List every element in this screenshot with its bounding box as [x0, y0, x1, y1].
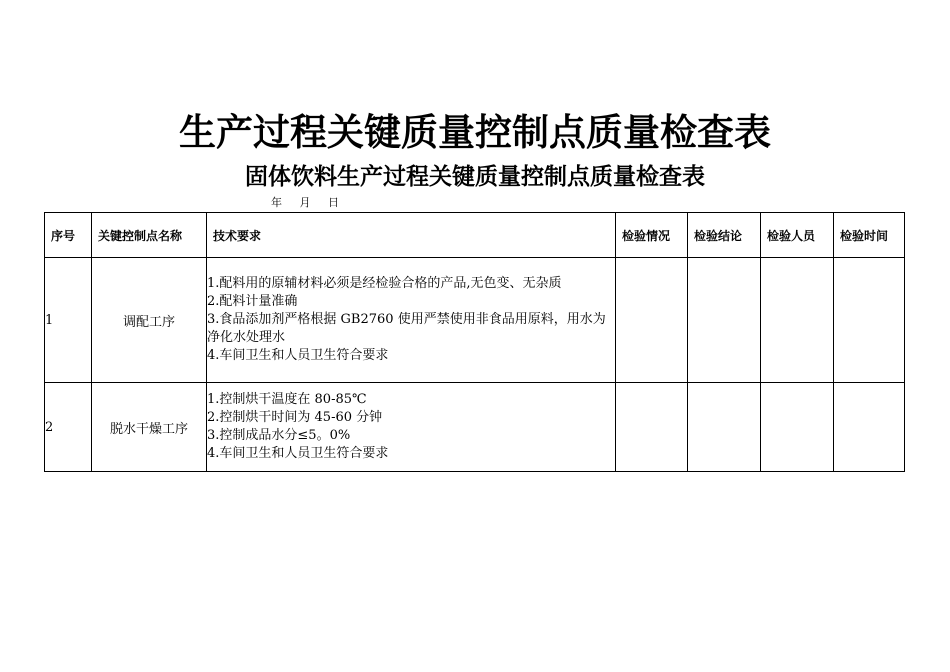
row-inspector-cell[interactable]	[761, 383, 834, 472]
row-inspection-conclusion-cell[interactable]	[688, 258, 761, 383]
row-no: 1	[45, 258, 92, 383]
header-inspection-conclusion: 检验结论	[688, 213, 761, 258]
requirement-line: 2.配料计量准确	[207, 294, 298, 309]
row-inspection-time-cell[interactable]	[834, 258, 905, 383]
row-inspection-status-cell[interactable]	[616, 383, 688, 472]
table-header-row	[45, 213, 905, 258]
row-inspection-conclusion-cell[interactable]	[688, 383, 761, 472]
header-no: 序号	[45, 213, 92, 258]
table-row	[45, 383, 905, 472]
header-technical-requirements: 技术要求	[207, 213, 616, 258]
row-no: 2	[45, 383, 92, 472]
requirement-line: 3.食品添加剂严格根据 GB2760 使用严禁使用非食品用原料，用水为净化水处理水	[207, 312, 606, 345]
requirement-line: 4.车间卫生和人员卫生符合要求	[207, 446, 389, 461]
requirement-line: 1.控制烘干温度在 80-85℃	[207, 392, 367, 407]
date-year-label: 年	[271, 196, 282, 209]
header-inspection-time: 检验时间	[834, 213, 905, 258]
requirement-line: 2.控制烘干时间为 45-60 分钟	[207, 410, 383, 425]
table-row	[45, 258, 905, 383]
date-line	[271, 195, 339, 211]
row-technical-requirements	[207, 383, 616, 472]
row-technical-requirements	[207, 258, 616, 383]
header-inspection-status: 检验情况	[616, 213, 688, 258]
row-inspector-cell[interactable]	[761, 258, 834, 383]
date-month-label: 月	[299, 196, 311, 209]
row-control-point-name: 脱水干燥工序	[92, 383, 207, 472]
requirement-line: 4.车间卫生和人员卫生符合要求	[207, 348, 389, 363]
row-inspection-time-cell[interactable]	[834, 383, 905, 472]
document-subtitle: 固体饮料生产过程关键质量控制点质量检查表	[245, 164, 705, 190]
row-inspection-status-cell[interactable]	[616, 258, 688, 383]
header-inspector: 检验人员	[761, 213, 834, 258]
inspection-table	[44, 212, 905, 472]
requirement-line: 1.配料用的原辅材料必须是经检验合格的产品,无色变、无杂质	[207, 276, 562, 291]
row-control-point-name: 调配工序	[92, 258, 207, 383]
requirement-line: 3.控制成品水分≤5。0%	[207, 428, 351, 443]
date-day-label: 日	[328, 196, 339, 209]
document-title: 生产过程关键质量控制点质量检查表	[179, 111, 771, 154]
header-control-point-name: 关键控制点名称	[92, 213, 207, 258]
